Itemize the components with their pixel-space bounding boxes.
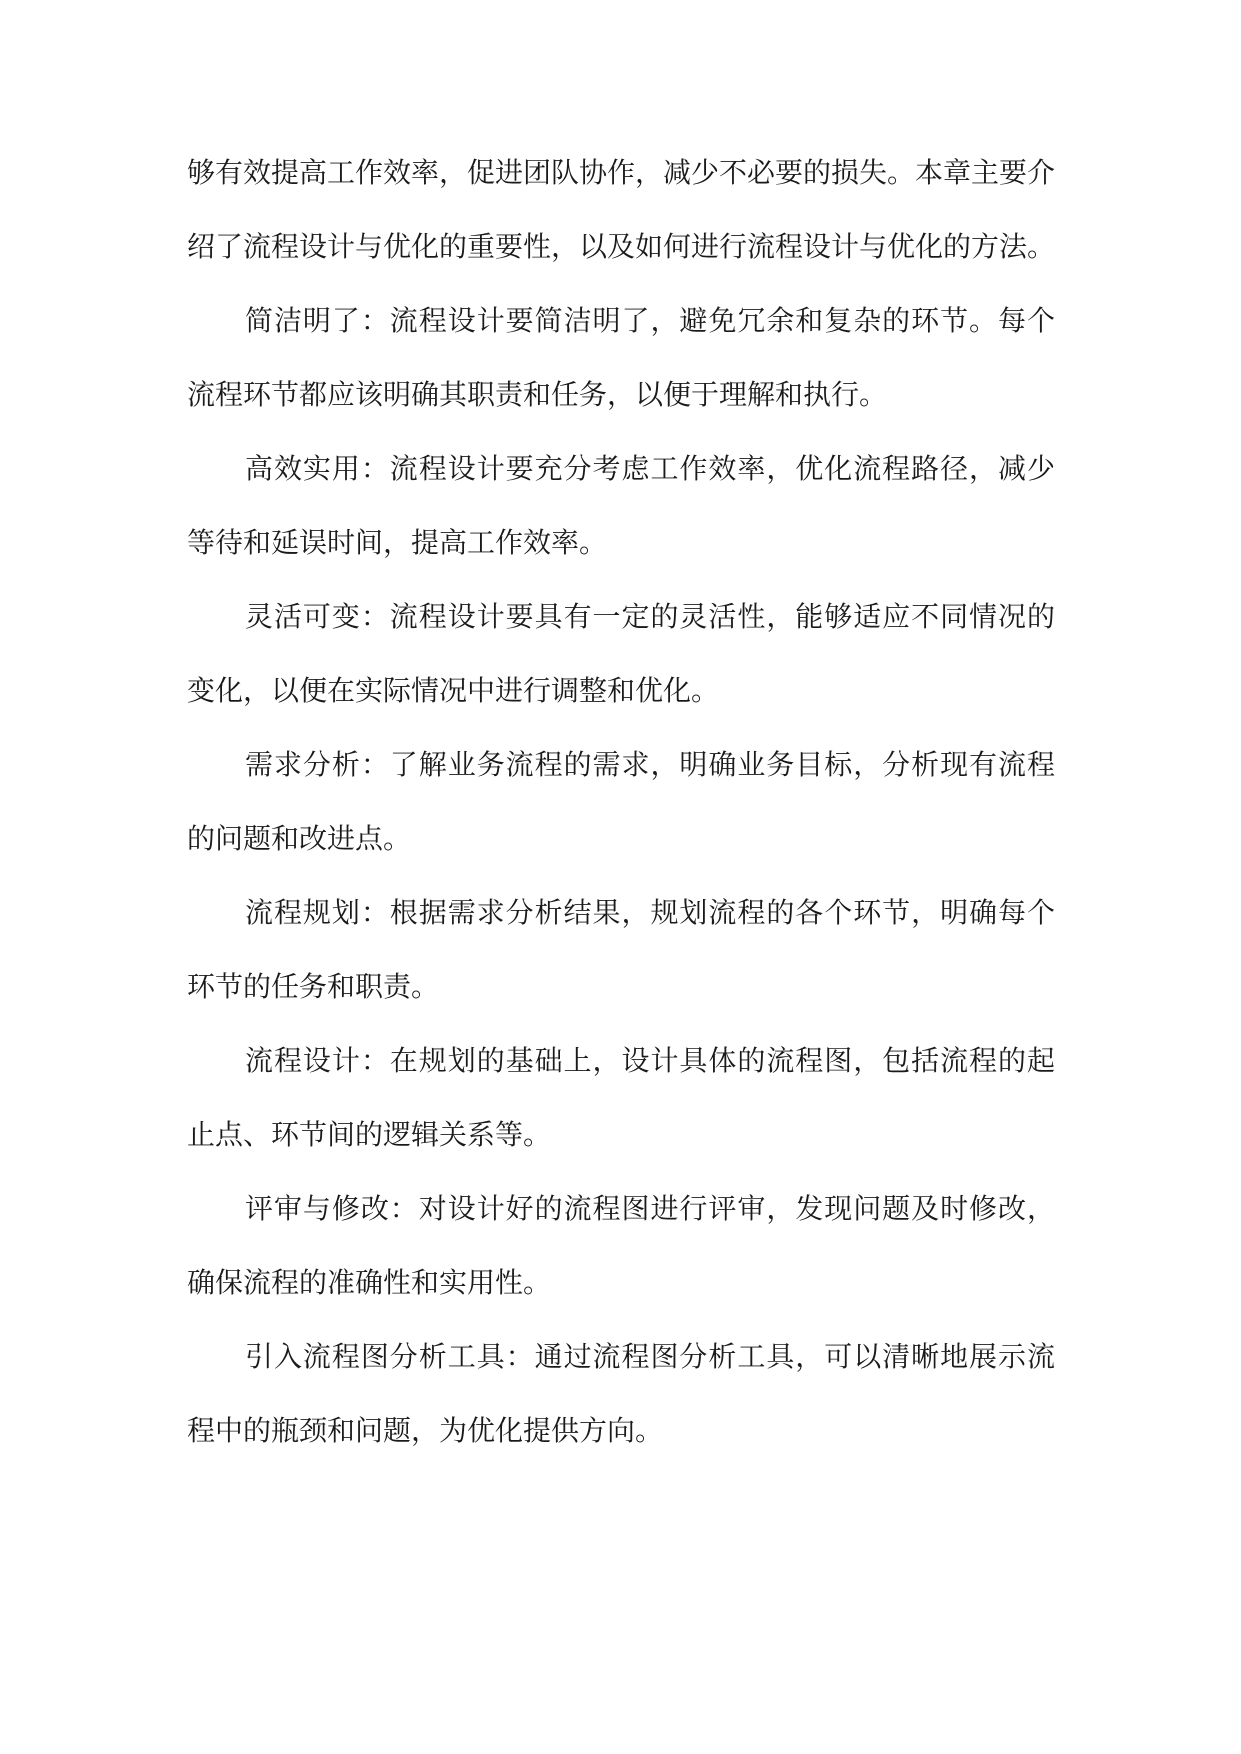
paragraph-process-design: 流程设计：在规划的基础上，设计具体的流程图，包括流程的起止点、环节间的逻辑关系等。 <box>187 1044 1055 1151</box>
body-text <box>187 136 1055 1468</box>
paragraph-review-revision: 评审与修改：对设计好的流程图进行评审，发现问题及时修改，确保流程的准确性和实用性。 <box>187 1192 1055 1299</box>
paragraph-concise: 简洁明了：流程设计要简洁明了，避免冗余和复杂的环节。每个流程环节都应该明确其职责和任务，以便于理解和执行。 <box>187 304 1055 411</box>
paragraph-process-planning: 流程规划：根据需求分析结果，规划流程的各个环节，明确每个环节的任务和职责。 <box>187 896 1055 1003</box>
paragraph-requirement-analysis: 需求分析：了解业务流程的需求，明确业务目标，分析现有流程的问题和改进点。 <box>187 748 1055 855</box>
paragraph-intro-continued: 够有效提高工作效率，促进团队协作，减少不必要的损失。本章主要介绍了流程设计与优化的重要性，以及如何进行流程设计与优化的方法。 <box>187 156 1056 263</box>
paragraph-efficient: 高效实用：流程设计要充分考虑工作效率，优化流程路径，减少等待和延误时间，提高工作效率。 <box>187 452 1055 559</box>
paragraph-flowchart-tools: 引入流程图分析工具：通过流程图分析工具，可以清晰地展示流程中的瓶颈和问题，为优化提供方向。 <box>187 1340 1055 1447</box>
paragraph-flexible: 灵活可变：流程设计要具有一定的灵活性，能够适应不同情况的变化，以便在实际情况中进行调整和优化。 <box>187 600 1055 707</box>
